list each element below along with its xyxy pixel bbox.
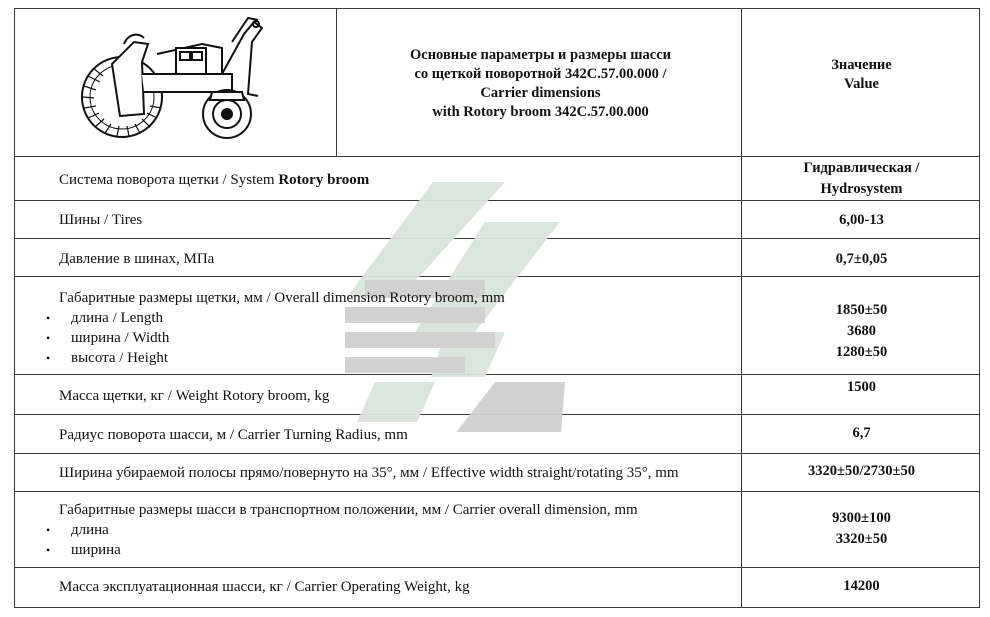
header-title-line: Carrier dimensions	[480, 85, 601, 101]
row-divider	[14, 567, 980, 568]
row-value	[743, 300, 980, 363]
row-value	[743, 158, 980, 200]
row-value-line: 3680	[847, 323, 876, 339]
row-label-text: Габаритные размеры щетки, мм / Overall dimension Rotory broom, mm	[59, 290, 505, 306]
row-value-line: 1850±50	[835, 302, 888, 318]
bullet-item: • длина	[59, 520, 638, 540]
row-value-line: Гидравлическая /	[803, 160, 920, 176]
row-label: Шины / Tires	[59, 212, 143, 228]
table-border-left	[14, 8, 15, 608]
row-value: 14200	[843, 578, 880, 594]
row-value	[743, 508, 980, 550]
table-header-value	[743, 56, 980, 94]
row-label-text: Габаритные размеры шасси в транспортном положении, мм / Carrier overall dimension, mm	[59, 502, 638, 518]
row-value: 3320±50/2730±50	[808, 463, 915, 479]
row-label-emphasis: Rotory broom	[278, 172, 370, 188]
header-title-line: with Rotory broom 342C.57.00.000	[432, 104, 649, 120]
row-value-line: 9300±100	[832, 510, 891, 526]
row-divider	[14, 156, 980, 157]
row-value-line: 3320±50	[835, 531, 888, 547]
header-value-line: Значение	[831, 57, 892, 73]
row-value-line: 1280±50	[835, 344, 888, 360]
table-border-bottom	[14, 607, 980, 608]
header-value-line: Value	[844, 76, 879, 92]
bullet-item: • высота / Height	[59, 348, 505, 368]
row-value: 6,7	[852, 425, 871, 441]
header-title-line: со щеткой поворотной 342С.57.00.000 /	[414, 66, 667, 82]
table-header-title	[340, 46, 741, 122]
bullet-item: • ширина / Width	[59, 328, 505, 348]
row-value: 6,00-13	[839, 212, 884, 228]
row-label: Ширина убираемой полосы прямо/повернуто на 35°, мм / Effective width straight/rotating 35°, mm	[59, 465, 679, 481]
row-label	[59, 500, 638, 560]
row-label: Масса щетки, кг / Weight Rotory broom, kg	[59, 388, 330, 404]
row-divider	[14, 453, 980, 454]
row-divider	[14, 491, 980, 492]
row-label	[59, 170, 369, 190]
row-label: Масса эксплуатационная шасси, кг / Carrier Operating Weight, kg	[59, 579, 470, 595]
table-divider-image	[336, 8, 337, 156]
row-value: 0,7±0,05	[835, 251, 888, 267]
row-label	[59, 288, 505, 368]
row-label: Радиус поворота шасси, м / Carrier Turning Radius, mm	[59, 427, 408, 443]
rotary-broom-machine-icon	[72, 14, 272, 152]
header-title-line: Основные параметры и размеры шасси	[409, 47, 672, 63]
table-border-top	[14, 8, 980, 9]
bullet-item: • длина / Length	[59, 308, 505, 328]
table-divider-value	[741, 8, 742, 608]
row-value: 1500	[847, 379, 876, 395]
row-label-text: Система поворота щетки / System	[59, 172, 279, 188]
bullet-item: • ширина	[59, 540, 638, 560]
row-value-line: Hydrosystem	[820, 181, 903, 197]
row-label: Давление в шинах, МПа	[59, 251, 215, 267]
